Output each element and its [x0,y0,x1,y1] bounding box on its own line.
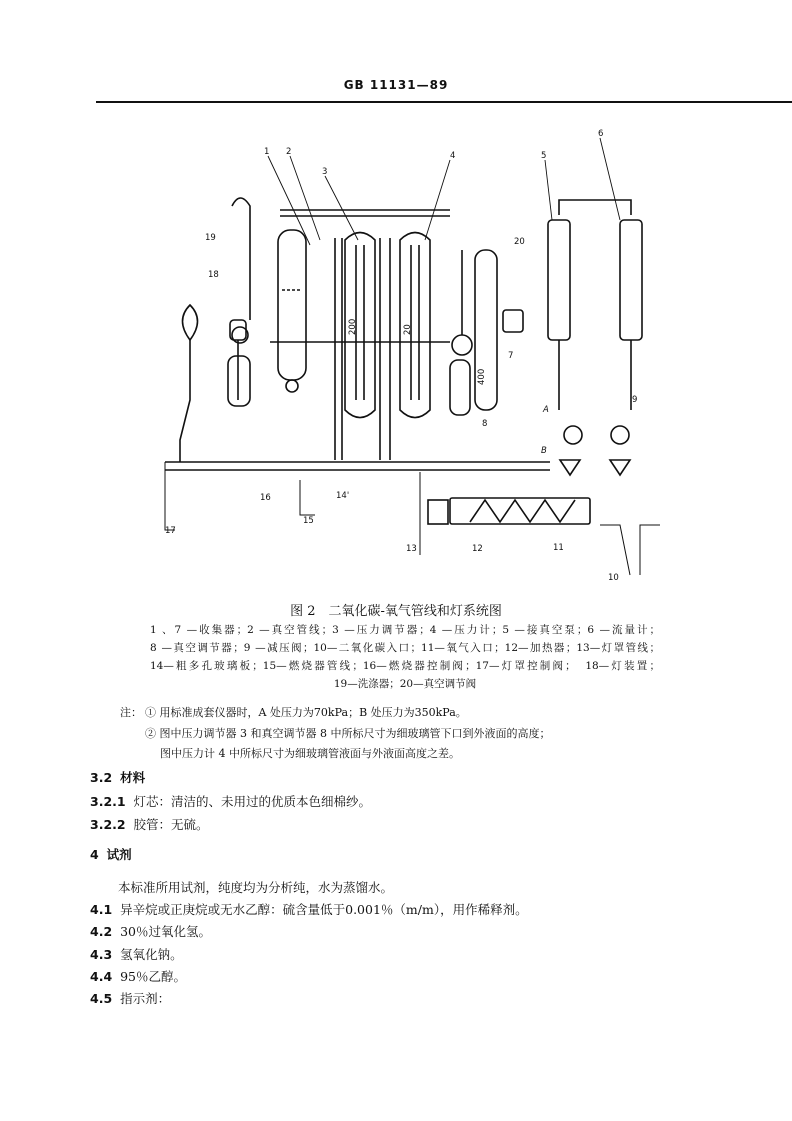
standard-header: GB 11131—89 [343,78,449,92]
label-4: 4 [450,151,456,161]
figure-caption: 图 2 二氧化碳-氧气管线和灯系统图 [290,604,502,619]
label-19: 19 [205,233,216,243]
section-3-2 [90,768,145,786]
section-title: 材料 [120,770,146,785]
label-18: 18 [208,270,219,280]
section-text: 指示剂： [120,991,171,1006]
section-4-2 [90,922,211,940]
header-rule [96,101,792,103]
section-number: 4.3 [90,947,113,962]
legend-line-4: 19—洗涤器；20—真空调节阀 [333,678,477,690]
label-5: 5 [541,151,547,161]
label-14: 14' [336,491,350,501]
note-1: ① 用标准成套仪器时，A 处压力为70kPa；B 处压力为350kPa。 [145,706,467,719]
section-4 [90,845,132,863]
section-4-3 [90,945,183,963]
section-title: 试剂 [106,847,132,862]
label-12: 12 [472,544,483,554]
label-15: 15 [303,516,314,526]
section-text: 胶管：无硫。 [133,817,209,832]
section-text: 异辛烷或正庚烷或无水乙醇：硫含量低于0.001％（m/m），用作稀释剂。 [120,902,528,917]
legend-line-1: 1 、7 —收集器；2 —真空管线；3 —压力调节器；4 —压力计；5 —接真空泵；6 —流量计； [150,624,660,636]
label-13: 13 [406,544,417,554]
note-prefix: 注： [120,706,142,719]
section-number: 4.5 [90,991,113,1006]
section-number: 4 [90,847,99,862]
scale-20: 20 [403,324,413,335]
section-4-5 [90,989,170,1007]
section-3-2-1 [90,792,371,810]
label-20: 20 [514,237,525,247]
section-number: 3.2 [90,770,113,785]
note-2b: 图中压力计 4 中所标尺寸为细玻璃管液面与外液面高度之差。 [160,747,460,760]
label-A: A [543,405,549,415]
label-17: 17 [165,526,176,536]
scale-400: 400 [477,368,487,385]
scale-200: 200 [348,318,358,335]
note-2a: ② 图中压力调节器 3 和真空调节器 8 中所标尺寸为细玻璃管下口到外液面的高度； [145,727,551,740]
label-9: 9 [632,395,638,405]
section-4-1 [90,900,528,918]
label-16: 16 [260,493,271,503]
section-number: 4.1 [90,902,113,917]
apparatus-diagram [150,120,660,595]
section-number: 4.4 [90,969,113,984]
section-text: 灯芯：清洁的、未用过的优质本色细棉纱。 [133,794,372,809]
label-3: 3 [322,167,328,177]
section-text: 氢氧化钠。 [120,947,183,962]
section-4-4 [90,967,186,985]
legend-line-3: 14—粗多孔玻璃板；15—燃烧器管线；16—燃烧器控制阀；17—灯罩控制阀； 18—灯装置； [150,660,660,672]
label-11: 11 [553,543,564,553]
label-6: 6 [598,129,604,139]
label-2: 2 [286,147,292,157]
section-text: 30％过氧化氢。 [120,924,212,939]
section-number: 3.2.1 [90,794,126,809]
section-number: 4.2 [90,924,113,939]
label-8: 8 [482,419,488,429]
section-3-2-2 [90,815,209,833]
section-text: 95％乙醇。 [120,969,187,984]
section-4-intro: 本标准所用试剂，纯度均为分析纯，水为蒸馏水。 [118,880,394,895]
label-B: B [541,446,547,456]
section-number: 3.2.2 [90,817,126,832]
label-7: 7 [508,351,514,361]
label-10: 10 [608,573,619,583]
legend-line-2: 8 —真空调节器；9 —减压阀；10—二氧化碳入口；11—氧气入口；12—加热器；13—灯罩管线； [150,642,660,654]
label-1: 1 [264,147,270,157]
